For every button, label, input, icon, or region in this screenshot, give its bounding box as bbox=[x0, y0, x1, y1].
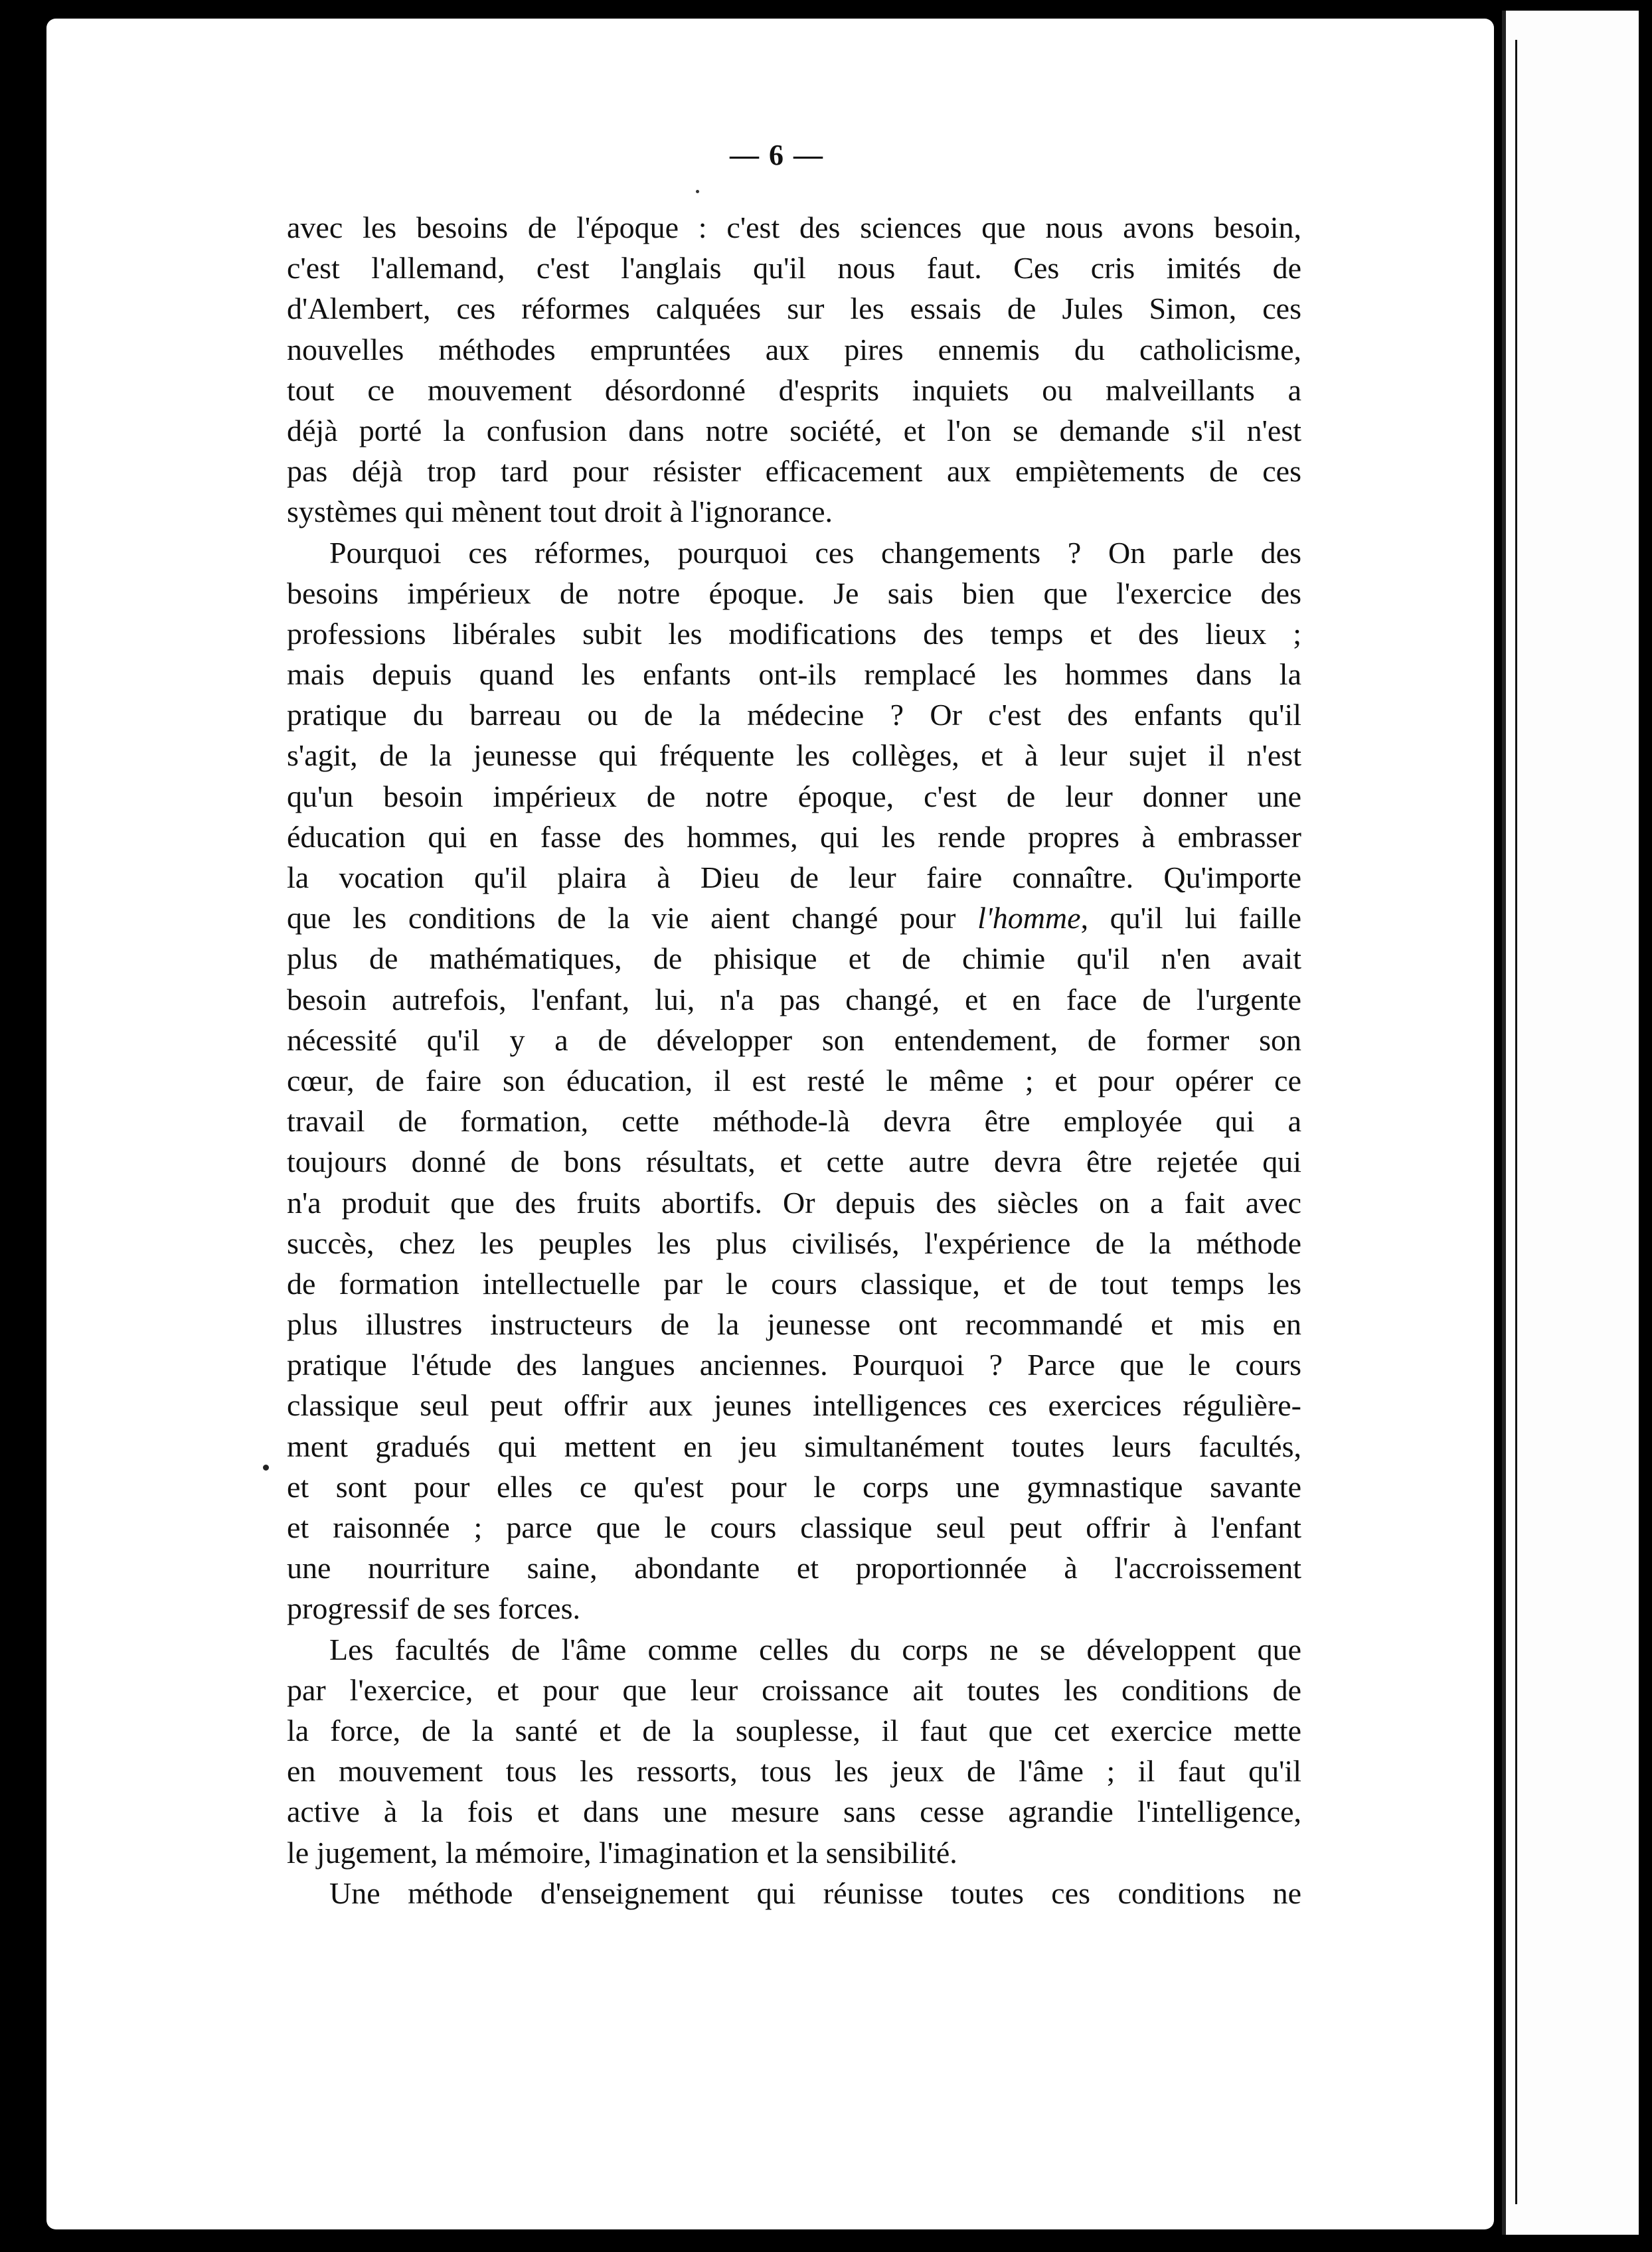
text-line: classique seul peut offrir aux jeunes intelligences ces exercices régulière- bbox=[287, 1388, 1301, 1423]
text-line: besoins impérieux de notre époque. Je sais bien que l'exercice des bbox=[287, 576, 1301, 610]
text-line: le jugement, la mémoire, l'imagination et la sensibilité. bbox=[287, 1835, 957, 1870]
text-line: une nourriture saine, abondante et proportionnée à l'accroissement bbox=[287, 1551, 1301, 1585]
text-line: nouvelles méthodes empruntées aux pires ennemis du catholicisme, bbox=[287, 332, 1301, 366]
text-line: que les conditions de la vie aient changé pour l'homme, qu'il lui faille bbox=[287, 901, 1302, 935]
print-speck bbox=[696, 190, 699, 193]
text-line: c'est l'allemand, c'est l'anglais qu'il nous faut. Ces cris imités de bbox=[287, 251, 1301, 285]
text-line: déjà porté la confusion dans notre société, et l'on se demande s'il n'est bbox=[287, 413, 1301, 447]
text-line: plus de mathématiques, de phisique et de chimie qu'il n'en avait bbox=[287, 941, 1301, 976]
text-line: par l'exercice, et pour que leur croissance ait toutes les conditions de bbox=[287, 1672, 1301, 1707]
text-line: active à la fois et dans une mesure sans cesse agrandie l'intelligence, bbox=[287, 1795, 1301, 1829]
text-line: pas déjà trop tard pour résister efficacement aux empiètements de ces bbox=[287, 454, 1301, 489]
text-line: progressif de ses forces. bbox=[287, 1591, 580, 1626]
text-line: la force, de la santé et de la souplesse, il faut que cet exercice mette bbox=[287, 1713, 1301, 1747]
text-line: Pourquoi ces réformes, pourquoi ces changements ? On parle des bbox=[329, 535, 1301, 570]
text-line: de formation intellectuelle par le cours classique, et de tout temps les bbox=[287, 1266, 1301, 1301]
text-line: travail de formation, cette méthode-là devra être employée qui a bbox=[287, 1104, 1301, 1139]
text-line: et raisonnée ; parce que le cours classique seul peut offrir à l'enfant bbox=[287, 1510, 1301, 1544]
text-line: d'Alembert, ces réformes calquées sur les essais de Jules Simon, ces bbox=[287, 291, 1301, 326]
text-line: et sont pour elles ce qu'est pour le corps une gymnastique savante bbox=[287, 1469, 1301, 1504]
text-line: mais depuis quand les enfants ont-ils remplacé les hommes dans la bbox=[287, 657, 1301, 692]
text-line: toujours donné de bons résultats, et cette autre devra être rejetée qui bbox=[287, 1145, 1301, 1179]
text-line: nécessité qu'il y a de développer son entendement, de former son bbox=[287, 1022, 1301, 1057]
emphasis-text: l'homme bbox=[977, 901, 1081, 935]
text-line: tout ce mouvement désordonné d'esprits inquiets ou malveillants a bbox=[287, 372, 1301, 407]
text-line: systèmes qui mènent tout droit à l'ignorance. bbox=[287, 495, 833, 529]
text-line: pratique l'étude des langues anciennes. Pourquoi ? Parce que le cours bbox=[287, 1348, 1301, 1382]
adjacent-page-edge bbox=[1502, 11, 1639, 2235]
text-line: la vocation qu'il plaira à Dieu de leur faire connaître. Qu'importe bbox=[287, 860, 1301, 894]
page-crease bbox=[1515, 40, 1517, 2204]
text-line: ment gradués qui mettent en jeu simultanément toutes leurs facultés, bbox=[287, 1429, 1301, 1463]
text-line: avec les besoins de l'époque : c'est des sciences que nous avons besoin, bbox=[287, 210, 1301, 244]
text-line: Les facultés de l'âme comme celles du corps ne se développent que bbox=[329, 1632, 1301, 1666]
text-line: Une méthode d'enseignement qui réunisse toutes ces conditions ne bbox=[329, 1876, 1301, 1910]
text-line: cœur, de faire son éducation, il est resté le même ; et pour opérer ce bbox=[287, 1063, 1301, 1097]
text-line: pratique du barreau ou de la médecine ? Or c'est des enfants qu'il bbox=[287, 698, 1301, 732]
body-text bbox=[287, 207, 1301, 1913]
page-number: — 6 — bbox=[730, 139, 824, 171]
text-line: plus illustres instructeurs de la jeunesse ont recommandé et mis en bbox=[287, 1307, 1301, 1342]
text-line: en mouvement tous les ressorts, tous les jeux de l'âme ; il faut qu'il bbox=[287, 1754, 1301, 1789]
text-line: besoin autrefois, l'enfant, lui, n'a pas changé, et en face de l'urgente bbox=[287, 982, 1301, 1016]
margin-dot bbox=[263, 1465, 269, 1471]
text-line: succès, chez les peuples les plus civilisés, l'expérience de la méthode bbox=[287, 1226, 1301, 1260]
text-line: s'agit, de la jeunesse qui fréquente les collèges, et à leur sujet il n'est bbox=[287, 738, 1301, 773]
text-line: éducation qui en fasse des hommes, qui les rende propres à embrasser bbox=[287, 819, 1301, 854]
text-line: qu'un besoin impérieux de notre époque, c'est de leur donner une bbox=[287, 779, 1301, 813]
text-line: professions libérales subit les modifications des temps et des lieux ; bbox=[287, 616, 1301, 651]
text-line: n'a produit que des fruits abortifs. Or depuis des siècles on a fait avec bbox=[287, 1185, 1301, 1220]
